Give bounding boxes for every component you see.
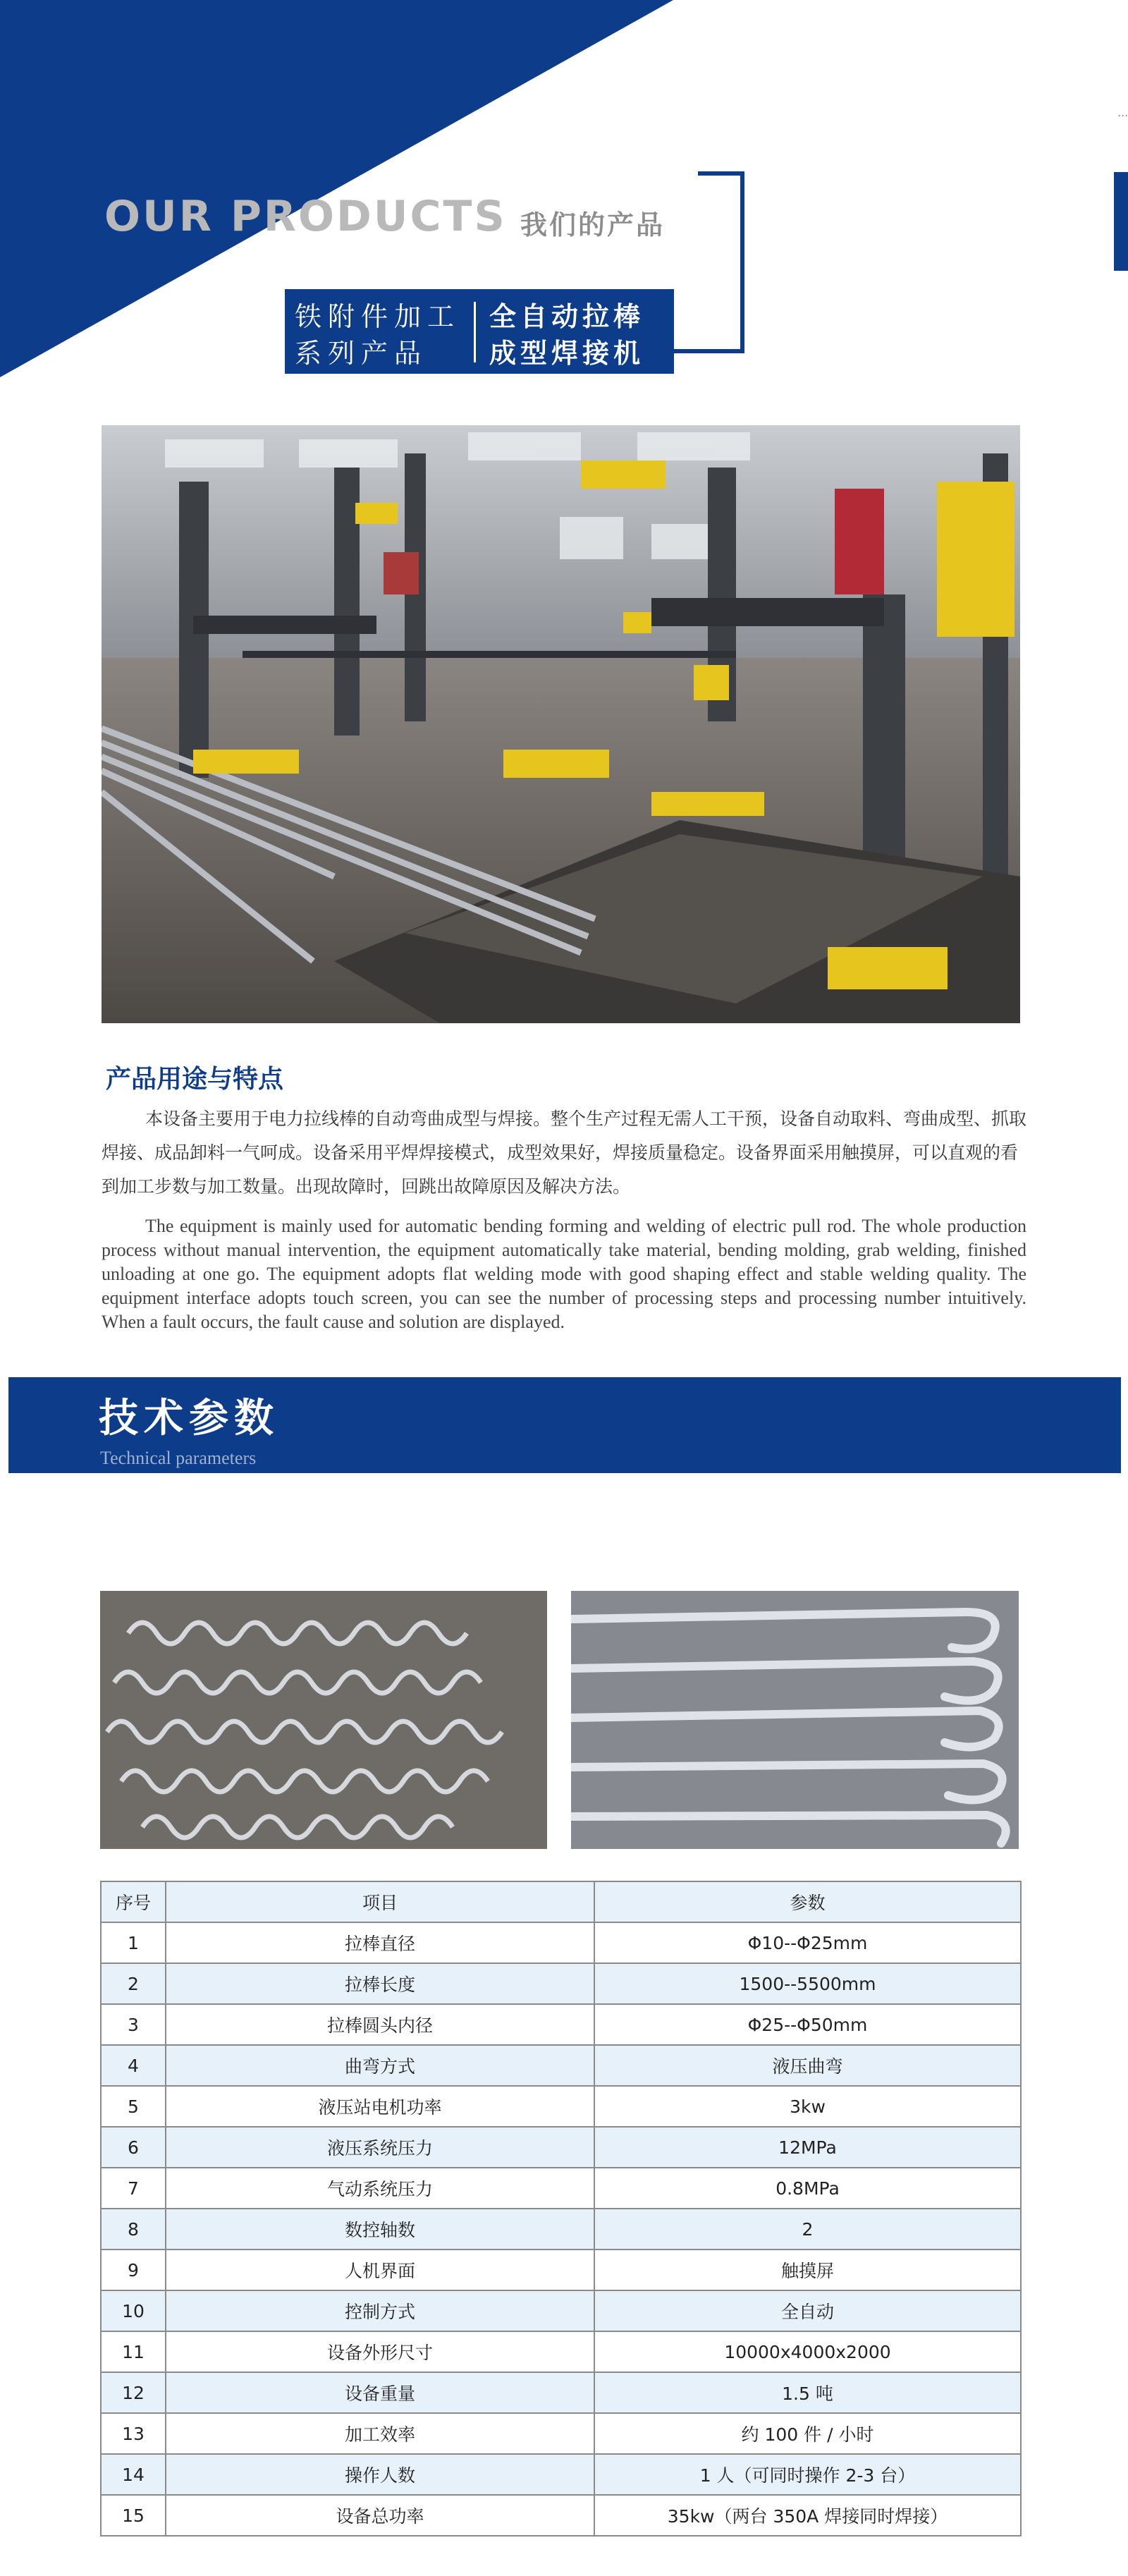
straight-rods-illustration xyxy=(571,1591,1019,1849)
row-value-cell: Φ10--Φ25mm xyxy=(594,1922,1021,1963)
row-index-cell: 3 xyxy=(101,2004,166,2045)
row-item-cell: 设备总功率 xyxy=(166,2495,594,2536)
row-value-cell: 10000x4000x2000 xyxy=(594,2331,1021,2372)
row-value-cell: 0.8MPa xyxy=(594,2168,1021,2209)
features-title: 产品用途与特点 xyxy=(106,1065,284,1094)
row-value-cell: 3kw xyxy=(594,2086,1021,2127)
table-row xyxy=(101,2250,1021,2290)
table-row xyxy=(101,2454,1021,2495)
table-row xyxy=(101,2086,1021,2127)
row-value-cell: Φ25--Φ50mm xyxy=(594,2004,1021,2045)
badge-product-line1: 全自动拉棒 xyxy=(489,301,645,332)
machine-photo-illustration xyxy=(102,425,1020,1023)
row-value-cell: 2 xyxy=(594,2209,1021,2250)
table-row xyxy=(101,2290,1021,2331)
row-index-cell: 7 xyxy=(101,2168,166,2209)
features-text-chinese: 本设备主要用于电力拉线棒的自动弯曲成型与焊接。整个生产过程无需人工干预，设备自动取料、弯曲成型、抓取焊接、成品卸料一气呵成。设备采用平焊焊接模式，成型效果好，焊接质量稳定。设备界面采用触摸屏，可以直观的看到加工步数与加工数量。出现故障时，回跳出故障原因及解决方法。 xyxy=(102,1109,1027,1197)
row-index-cell: 14 xyxy=(101,2454,166,2495)
row-item-cell: 控制方式 xyxy=(166,2290,594,2331)
table-row xyxy=(101,2372,1021,2413)
row-item-cell: 拉棒圆头内径 xyxy=(166,2004,594,2045)
machine-photo xyxy=(102,425,1020,1023)
table-row xyxy=(101,1963,1021,2004)
row-item-cell: 设备重量 xyxy=(166,2372,594,2413)
row-index-cell: 6 xyxy=(101,2127,166,2168)
row-index-cell: 5 xyxy=(101,2086,166,2127)
row-item-cell: 气动系统压力 xyxy=(166,2168,594,2209)
row-index-cell: 13 xyxy=(101,2413,166,2454)
badge-series-line1: 铁附件加工 xyxy=(295,301,461,332)
table-row xyxy=(101,2004,1021,2045)
table-row xyxy=(101,2168,1021,2209)
row-item-cell: 设备外形尺寸 xyxy=(166,2331,594,2372)
row-index-cell: 2 xyxy=(101,1963,166,2004)
row-value-cell: 35kw（两台 350A 焊接同时焊接） xyxy=(594,2495,1021,2536)
row-item-cell: 加工效率 xyxy=(166,2413,594,2454)
header-cell-value: 参数 xyxy=(594,1881,1021,1922)
badge-divider xyxy=(474,302,476,362)
row-value-cell: 约 100 件 / 小时 xyxy=(594,2413,1021,2454)
row-value-cell: 全自动 xyxy=(594,2290,1021,2331)
row-value-cell: 1 人（可同时操作 2-3 台） xyxy=(594,2454,1021,2495)
badge-product-line2: 成型焊接机 xyxy=(489,338,645,369)
parameter-table xyxy=(100,1881,1022,2537)
row-index-cell: 15 xyxy=(101,2495,166,2536)
parameter-table-body xyxy=(101,1881,1021,2536)
corner-dots: ... xyxy=(1117,106,1128,119)
row-item-cell: 操作人数 xyxy=(166,2454,594,2495)
table-row xyxy=(101,2413,1021,2454)
header-cell-item: 项目 xyxy=(166,1881,594,1922)
row-value-cell: 液压曲弯 xyxy=(594,2045,1021,2086)
row-index-cell: 9 xyxy=(101,2250,166,2290)
side-accent-bar xyxy=(1114,172,1128,271)
row-index-cell: 4 xyxy=(101,2045,166,2086)
product-photo-straight-rods xyxy=(571,1591,1019,1849)
row-item-cell: 液压站电机功率 xyxy=(166,2086,594,2127)
row-value-cell: 触摸屏 xyxy=(594,2250,1021,2290)
row-index-cell: 11 xyxy=(101,2331,166,2372)
header-cell-index: 序号 xyxy=(101,1881,166,1922)
row-index-cell: 8 xyxy=(101,2209,166,2250)
section-title-chinese: 我们的产品 xyxy=(520,209,666,240)
section-title-english: OUR PRODUCTS xyxy=(104,192,507,241)
table-header-row xyxy=(101,1881,1021,1922)
table-row xyxy=(101,2045,1021,2086)
row-item-cell: 曲弯方式 xyxy=(166,2045,594,2086)
table-row xyxy=(101,2127,1021,2168)
row-item-cell: 液压系统压力 xyxy=(166,2127,594,2168)
row-index-cell: 10 xyxy=(101,2290,166,2331)
table-row xyxy=(101,2209,1021,2250)
row-item-cell: 数控轴数 xyxy=(166,2209,594,2250)
row-value-cell: 12MPa xyxy=(594,2127,1021,2168)
features-text-english: The equipment is mainly used for automatic bending forming and welding of electric pull rod. The whole production process without manual intervention, the equipment automatically take material, bending molding, grab welding, finished unloading at one go. The equipment adopts flat welding mode with good shaping effect and stable welding quality. The equipment interface adopts touch screen, you can see the number of processing steps and processing number intuitively. When a fault occurs, the fault cause and solution are displayed. xyxy=(102,1216,1026,1332)
tech-params-subtitle: Technical parameters xyxy=(100,1448,257,1468)
coiled-rods-illustration xyxy=(100,1591,547,1849)
product-photo-coiled-rods xyxy=(100,1591,547,1849)
table-row xyxy=(101,2331,1021,2372)
row-index-cell: 12 xyxy=(101,2372,166,2413)
product-badge xyxy=(285,289,674,374)
table-row xyxy=(101,1922,1021,1963)
row-value-cell: 1.5 吨 xyxy=(594,2372,1021,2413)
badge-series-line2: 系列产品 xyxy=(295,338,428,369)
row-value-cell: 1500--5500mm xyxy=(594,1963,1021,2004)
tech-params-banner xyxy=(8,1377,1121,1473)
row-index-cell: 1 xyxy=(101,1922,166,1963)
row-item-cell: 拉棒直径 xyxy=(166,1922,594,1963)
tech-params-title: 技术参数 xyxy=(99,1396,279,1441)
row-item-cell: 拉棒长度 xyxy=(166,1963,594,2004)
table-row xyxy=(101,2495,1021,2536)
row-item-cell: 人机界面 xyxy=(166,2250,594,2290)
